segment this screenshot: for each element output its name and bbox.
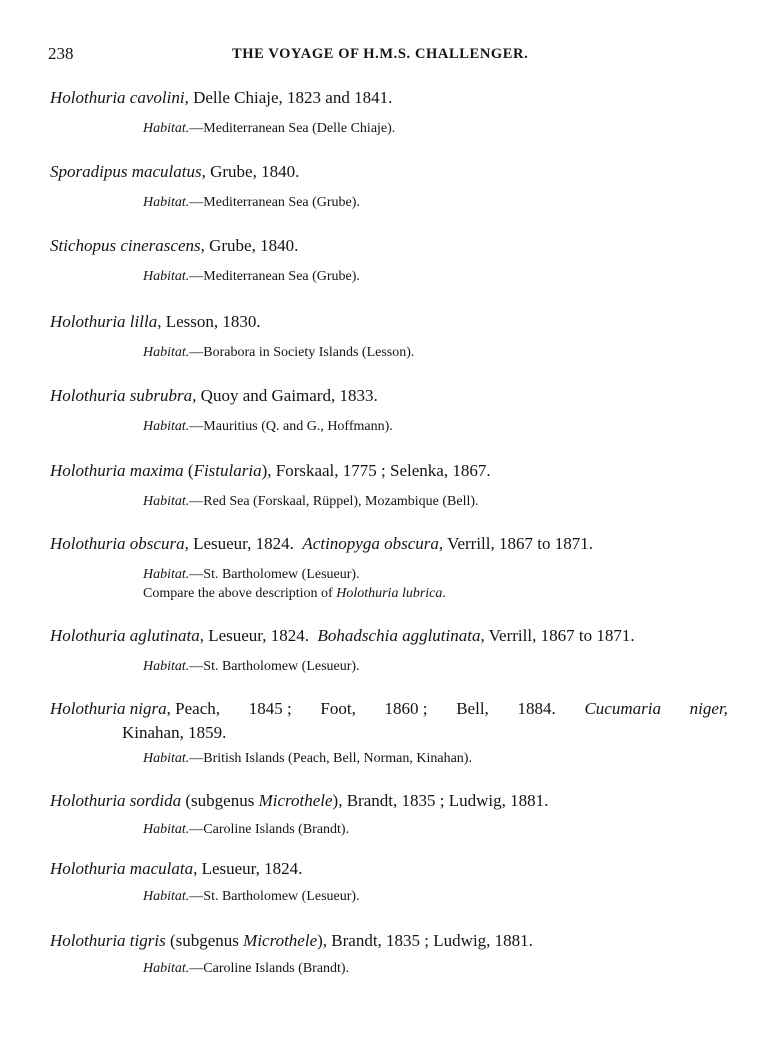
species-name: Holothuria nigra (50, 699, 167, 718)
habitat-label: Habitat. (143, 567, 190, 582)
synonym-name: Fistularia (193, 461, 262, 480)
species-name: Stichopus cinerascens (50, 236, 201, 255)
habitat-line (143, 822, 349, 838)
species-authority: ), Forskaal, 1775 ; Selenka, 1867. (261, 461, 491, 480)
habitat-line (143, 494, 479, 510)
habitat-line (143, 659, 360, 675)
species-authority: ), Brandt, 1835 ; Ludwig, 1881. (317, 931, 533, 950)
species-entry (50, 534, 593, 554)
species-entry: Holothuria sordida (subgenus Microthele), Brandt, 1835 ; Ludwig, 1881. (50, 791, 549, 810)
habitat-line (143, 269, 360, 285)
species-authority: , Grube, 1840. (201, 162, 300, 181)
species-entry (50, 626, 635, 646)
habitat-line (143, 419, 393, 435)
synonym-authority: , Verrill, 1867 to 1871. (480, 626, 635, 645)
habitat-label: Habitat. (143, 659, 190, 674)
habitat-text: —Mauritius (Q. and G., Hoffmann). (189, 419, 393, 434)
synonym-authority: , Verrill, 1867 to 1871. (438, 534, 593, 553)
species-name: Holothuria subrubra, (50, 386, 197, 405)
habitat-label: Habitat. (143, 961, 190, 976)
habitat-line (143, 121, 395, 137)
species-authority: , Lesueur, 1824. (193, 859, 303, 878)
species-name: Holothuria aglutinata (50, 626, 200, 645)
habitat-label: Habitat. (143, 195, 190, 210)
habitat-line (143, 961, 349, 977)
species-entry (50, 162, 299, 182)
habitat-text: —Caroline Islands (Brandt). (189, 961, 350, 976)
habitat-text: —Mediterranean Sea (Grube). (189, 195, 360, 210)
species-entry (50, 88, 392, 108)
species-name: Holothuria cavolini (50, 88, 185, 107)
page-number: 238 (48, 44, 74, 63)
running-title: THE VOYAGE OF H.M.S. CHALLENGER. (232, 46, 529, 62)
habitat-label: Habitat. (143, 889, 190, 904)
habitat-label: Habitat. (143, 494, 190, 509)
habitat-text: —Red Sea (Forskaal, Rüppel), Mozambique (Bell). (189, 494, 479, 509)
habitat-line (143, 195, 360, 211)
habitat-label: Habitat. (143, 269, 190, 284)
species-entry (50, 859, 302, 879)
note-species-name: Holothuria lubrica (336, 586, 443, 601)
species-authority: ), Brandt, 1835 ; Ludwig, 1881. (332, 791, 549, 810)
habitat-line (143, 567, 360, 583)
comparison-note: Compare the above description of Holothuria lubrica. (143, 586, 446, 601)
synonym-name: niger, (689, 699, 728, 718)
habitat-label: Habitat. (143, 121, 190, 136)
species-authority: , Lesueur, 1824. (199, 626, 310, 645)
habitat-text: —Mediterranean Sea (Delle Chiaje). (189, 121, 396, 136)
species-name: Holothuria lilla (50, 312, 158, 331)
synonym-name: Bohadschia agglutinata (317, 626, 481, 645)
habitat-text: —St. Bartholomew (Lesueur). (189, 889, 360, 904)
subgenus-name: Microthele (258, 791, 333, 810)
habitat-text: —Caroline Islands (Brandt). (189, 822, 350, 837)
habitat-text: —St. Bartholomew (Lesueur). (189, 567, 360, 582)
habitat-text: —British Islands (Peach, Bell, Norman, Kinahan). (189, 751, 472, 766)
habitat-label: Habitat. (143, 419, 190, 434)
synonym-name: Actinopyga obscura (302, 534, 439, 553)
species-authority: , Delle Chiaje, 1823 and 1841. (184, 88, 393, 107)
species-entry (50, 236, 298, 256)
habitat-text: —Borabora in Society Islands (Lesson). (189, 345, 415, 360)
subgenus-name: Microthele (243, 931, 318, 950)
species-name: Holothuria maxima (50, 461, 184, 480)
entry-continuation: Kinahan, 1859. (122, 723, 227, 742)
species-authority: , Grube, 1840. (200, 236, 299, 255)
habitat-label: Habitat. (143, 751, 190, 766)
species-authority: , Lesueur, 1824. (184, 534, 294, 553)
species-name: Holothuria obscura (50, 534, 185, 553)
habitat-line (143, 345, 414, 361)
species-name: Holothuria tigris (50, 931, 166, 950)
synonym-name: Cucumaria (584, 699, 661, 718)
species-authority: , Lesson, 1830. (157, 312, 261, 331)
habitat-label: Habitat. (143, 345, 190, 360)
species-name: Holothuria maculata (50, 859, 194, 878)
habitat-text: —Mediterranean Sea (Grube). (189, 269, 360, 284)
species-entry (50, 386, 378, 406)
habitat-line (143, 889, 360, 905)
species-name: Sporadipus maculatus (50, 162, 202, 181)
species-entry: Holothuria nigra, Peach, 1845 ; Foot, 1860 ; Bell, 1884. Cucumaria niger, (50, 699, 728, 718)
species-entry: Holothuria maxima (Fistularia), Forskaal, 1775 ; Selenka, 1867. (50, 461, 491, 480)
habitat-line (143, 751, 472, 767)
species-entry (50, 312, 261, 332)
species-authority: Quoy and Gaimard, 1833. (196, 386, 378, 405)
species-name: Holothuria sordida (50, 791, 182, 810)
species-entry: Holothuria tigris (subgenus Microthele), Brandt, 1835 ; Ludwig, 1881. (50, 931, 533, 950)
habitat-label: Habitat. (143, 822, 190, 837)
habitat-text: —St. Bartholomew (Lesueur). (189, 659, 360, 674)
page-header (0, 44, 776, 66)
